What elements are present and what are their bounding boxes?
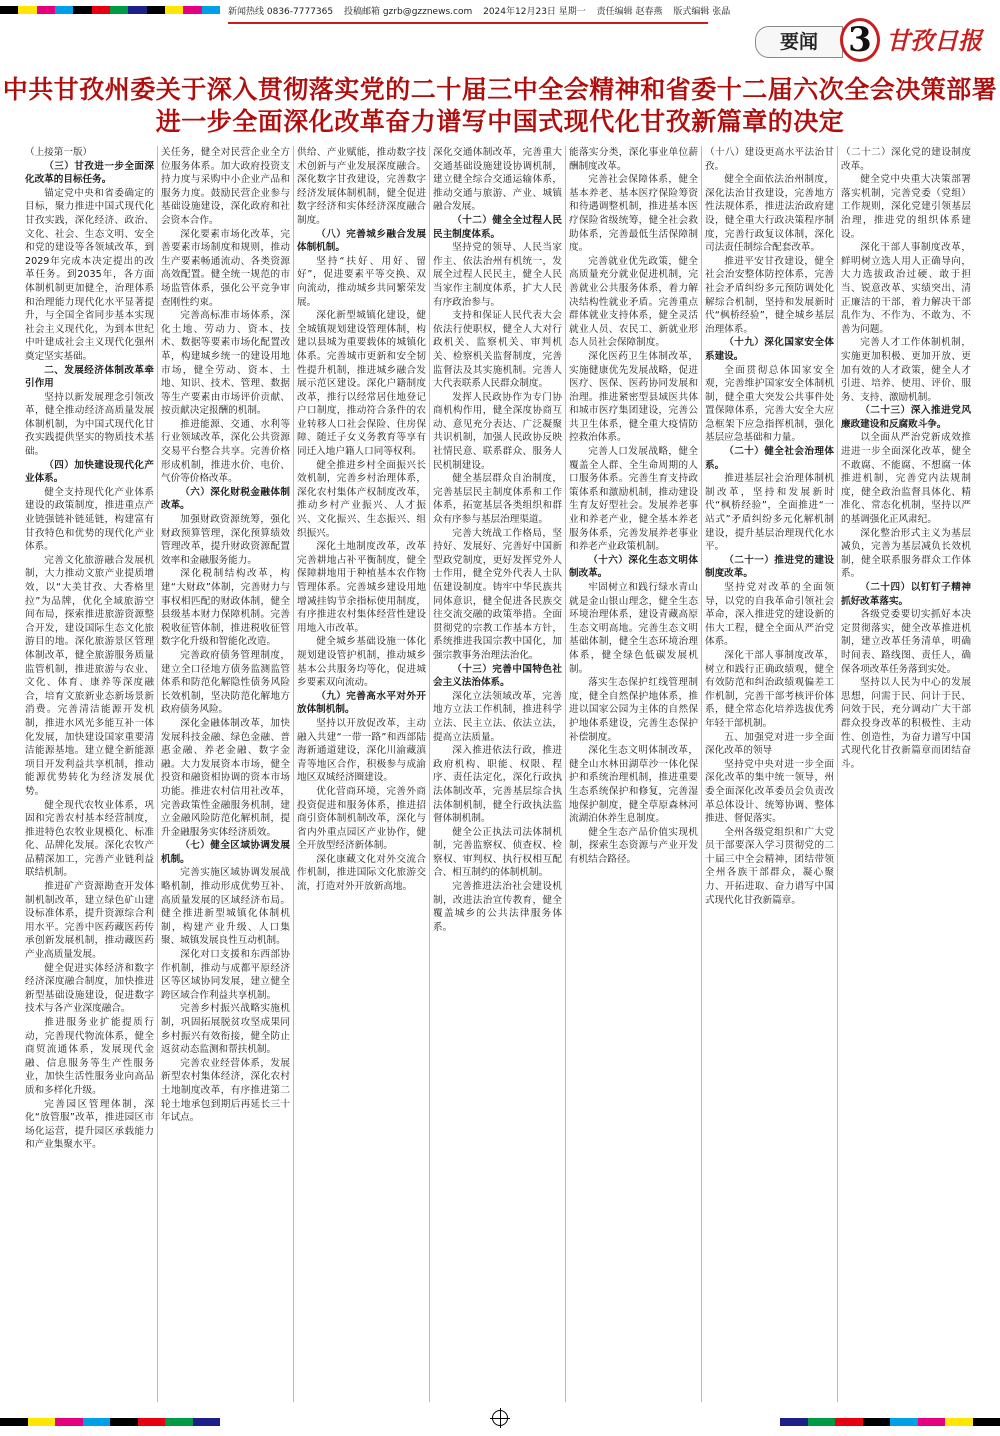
body-paragraph: 坚持党中央对进一步全面深化改革的集中统一领导，州委全面深化改革委员会负责改革总体设计、统筹协调、整体推进、督促落实。 [705, 758, 834, 825]
body-paragraph: 优化营商环境，完善外商投资促进和服务体系，推进招商引资体制机制改革，深化与省内外重点园区产业协作，健全开放型经济新体制。 [297, 785, 426, 852]
footer-color-bar-right [780, 1418, 1000, 1426]
text-column-3 [294, 146, 430, 1402]
designer-text: 版式编辑 张晶 [673, 7, 731, 17]
body-paragraph: 健全城乡基础设施一体化规划建设管护机制，推动城乡基本公共服务均等化，促进城乡要素双向流动。 [297, 636, 426, 689]
body-paragraph: 推进服务业扩能提质行动，完善现代物流体系，健全商贸流通体系，发展现代金融、信息服务等生产性服务业，加快生活性服务业向高品质和多样化升级。 [25, 1017, 154, 1096]
text-column-6 [702, 146, 838, 1402]
section-subheading: （十三）完善中国特色社会主义法治体系。 [433, 663, 562, 689]
body-paragraph: 健全生态产品价值实现机制，探索生态资源与产业开发有机结合路径。 [569, 826, 698, 865]
section-subheading: （六）深化财税金融体制改革。 [161, 486, 290, 512]
body-paragraph: 健全促进实体经济和数字经济深度融合制度，加快推进新型基础设施建设，促进数字技术与各产业深度融合。 [25, 962, 154, 1015]
section-subheading: （三）甘孜进一步全面深化改革的目标任务。 [25, 160, 154, 186]
body-paragraph: 坚持党的领导、人民当家作主、依法治州有机统一，发展全过程人民民主，健全人民当家作主制度体系，扩大人民有序政治参与。 [433, 242, 562, 308]
body-paragraph: 深化对口支援和东西部协作机制，推动与成都平原经济区等区域协同发展，建立健全跨区域合作利益共享机制。 [161, 949, 290, 1001]
email-text: 投稿邮箱 gzrb@gzznews.com [343, 7, 473, 17]
body-paragraph: 发挥人民政协作为专门协商机构作用，健全深度协商互动、意见充分表达、广泛凝聚共识机制，加强人民政协反映社情民意、联系群众、服务人民机制建设。 [433, 391, 562, 471]
body-paragraph: 完善人才工作体制机制，实施更加积极、更加开放、更加有效的人才政策，健全人才引进、培养、使用、评价、服务、支持、激励机制。 [841, 337, 971, 403]
footer-color-bar-left [0, 1418, 220, 1426]
body-paragraph: 完善实施区域协调发展战略机制，推动形成优势互补、高质量发展的区域经济布局。健全推进新型城镇化体制机制，构建产业升级、人口集聚、城镇发展良性互动机制。 [161, 867, 290, 947]
body-paragraph: 完善政府债务管理制度，建立全口径地方债务监测监管体系和防范化解隐性债务风险长效机制，坚决防范化解地方政府债务风险。 [161, 649, 290, 716]
section-subheading: 二、发展经济体制改革牵引作用 [25, 364, 154, 390]
date-text: 2024年12月23日 星期一 [483, 7, 586, 17]
section-subheading: （四）加快建设现代化产业体系。 [25, 459, 154, 485]
body-paragraph: 完善乡村振兴战略实施机制，巩固拓展脱贫攻坚成果同乡村振兴有效衔接，健全防止返贫动态监测和帮扶机制。 [161, 1003, 290, 1056]
header-info-line [228, 4, 738, 17]
body-paragraph: 以全面从严治党新成效推进进一步全面深化改革，健全不敢腐、不能腐、不想腐一体推进机制，完善党内法规制度，健全政治监督具体化、精准化、常态化机制，坚持以严的基调强化正风肃纪。 [841, 432, 971, 526]
body-paragraph: 支持和保证人民代表大会依法行使职权，健全人大对行政机关、监察机关、审判机关、检察机关监督制度，完善监督法及其实施机制。完善人大代表联系人民群众制度。 [433, 310, 562, 390]
article-headline [0, 74, 1000, 138]
body-paragraph: 完善人口发展战略，健全覆盖全人群、全生命周期的人口服务体系。完善生育支持政策体系和激励机制，推动建设生育友好型社会。发展养老事业和养老产业，健全基本养老服务体系，完善发展养老事业和养老产业政策机制。 [569, 446, 698, 553]
body-paragraph: 完善高标准市场体系，深化土地、劳动力、资本、技术、数据等要素市场化配置改革，构建城乡统一的建设用地市场，健全劳动、资本、土地、知识、技术、管理、数据等生产要素由市场评价贡献、按贡献决定报酬的机制。 [161, 310, 290, 417]
body-paragraph: 五、加强党对进一步全面深化改革的领导 [705, 731, 834, 757]
body-paragraph: 坚持党对改革的全面领导，以党的自我革命引领社会革命，深入推进党的建设新的伟大工程，健全全面从严治党体系。 [705, 582, 834, 648]
body-paragraph: 深化金融体制改革，加快发展科技金融、绿色金融、普惠金融、养老金融、数字金融。大力发展资本市场，健全投资和融资相协调的资本市场功能。推进农村信用社改革，完善政策性金融服务机制，建立金融风险防范化解机制，提升金融服务实体经济质效。 [161, 717, 290, 838]
body-paragraph: 推进基层社会治理体制机制改革，坚持和发展新时代“枫桥经验”，全面推进“一站式”矛盾纠纷多元化解机制建设，提升基层治理现代化水平。 [705, 473, 834, 553]
body-paragraph: 健全基层群众自治制度，完善基层民主制度体系和工作体系，拓宽基层各类组织和群众有序参与基层治理渠道。 [433, 473, 562, 526]
section-subheading: （七）健全区域协调发展机制。 [161, 840, 290, 865]
section-subheading: （八）完善城乡融合发展体制机制。 [297, 228, 426, 254]
body-paragraph: 深入推进依法行政，推进政府机构、职能、权限、程序、责任法定化，深化行政执法体制改革，完善基层综合执法体制机制，健全行政执法监督体制机制。 [433, 745, 562, 825]
body-paragraph: 完善文化旅游融合发展机制，大力推动文旅产业提质增效，以“大美甘孜、大香格里拉”为品牌，优化全域旅游空间布局，探索推进旅游资源整合开发，建设国际生态文化旅游目的地。深化旅游景区管理体制改革，健全旅游服务质量监管机制，推进旅游与农业、文化、体育、康养等深度融合，培育文旅新业态新场景新消费。完善清洁能源开发机制，推进水风光多能互补一体化发展，加快建设国家重要清洁能源基地。建立健全新能源项目开发利益共享机制，推动能源优势转化为经济发展优势。 [25, 554, 154, 797]
body-paragraph: 深化税制结构改革，构建“大财政”体制，完善财力与事权相匹配的财政体制，健全县级基本财力保障机制。完善税收征管体制，推进税收征管数字化升级和智能化改造。 [161, 568, 290, 648]
body-paragraph: 完善就业优先政策，健全高质量充分就业促进机制，完善就业公共服务体系，着力解决结构性就业矛盾。完善重点群体就业支持体系，健全灵活就业人员、农民工、新就业形态人员社会保障制度。 [569, 255, 698, 349]
body-paragraph: 坚持以人民为中心的发展思想，问需于民、问计于民、问效于民，充分调动广大干部群众投身改革的积极性、主动性、创造性，为奋力谱写中国式现代化甘孜新篇章而团结奋斗。 [841, 677, 971, 770]
text-column-4 [430, 146, 566, 1402]
header-rule [228, 22, 708, 24]
body-paragraph: 供给、产业赋能，推动数字技术创新与产业发展深度融合。深化数字甘孜建设，完善数字经济发展体制机制，健全促进数字经济和实体经济深度融合制度。 [297, 147, 426, 226]
body-paragraph: 深化土地制度改革，改革完善耕地占补平衡制度，健全保障耕地用于种植基本农作物管理体系。完善城乡建设用地增减挂钩节余指标使用制度，有序推进农村集体经营性建设用地入市改革。 [297, 541, 426, 634]
body-paragraph: 坚持以新发展理念引领改革，健全推动经济高质量发展体制机制，为中国式现代化甘孜实践提供坚实的物质技术基础。 [25, 391, 154, 458]
body-paragraph: 各级党委要切实抓好本决定贯彻落实，健全改革推进机制，建立改革任务清单，明确时间表、路线图、责任人，确保各项改革任务落到实处。 [841, 609, 971, 675]
body-paragraph: 推进矿产资源勘查开发体制机制改革，建立绿色矿山建设标准体系，提升资源综合利用水平。完善中医药藏医药传承创新发展机制，推动藏医药产业高质量发展。 [25, 881, 154, 961]
registration-color-bar [0, 6, 220, 14]
body-paragraph: 能落实分类，深化事业单位薪酬制度改革。 [569, 147, 698, 172]
body-paragraph: 健全公正执法司法体制机制，完善监察权、侦查权、检察权、审判权、执行权相互配合、相互制约的体制机制。 [433, 826, 562, 879]
section-subheading: （二十）健全社会治理体系。 [705, 446, 834, 471]
body-paragraph: 深化新型城镇化建设，健全城镇规划建设管理体制，构建以县城为重要载体的城镇化体系。完善城市更新和安全韧性提升机制，推进城乡融合发展示范区建设。深化户籍制度改革，推行以经常居住地登记户口制度，推动符合条件的农业转移人口社会保险、住房保障、随迁子女义务教育等享有同迁入地户籍人口同等权利。 [297, 310, 426, 458]
section-subheading: （九）完善高水平对外开放体制机制。 [297, 690, 426, 716]
hotline-text: 新闻热线 0836-7777365 [228, 7, 334, 17]
body-paragraph: （二十二）深化党的建设制度改革。 [841, 147, 971, 172]
masthead-logo: 甘孜日报 [886, 26, 982, 55]
body-paragraph: 深化干部人事制度改革，树立和践行正确政绩观，健全有效防范和纠治政绩观偏差工作机制，完善干部考核评价体系，健全常态化培养选拔优秀年轻干部机制。 [705, 649, 834, 729]
body-paragraph: （上接第一版） [25, 147, 93, 158]
body-paragraph: 健全党中央重大决策部署落实机制，完善党委（党组）工作规则，深化党建引领基层治理，推进党的组织体系建设。 [841, 174, 971, 240]
section-subheading: （十九）深化国家安全体系建设。 [705, 337, 834, 362]
text-column-2 [158, 146, 294, 1402]
body-paragraph: 完善推进法治社会建设机制，改进法治宣传教育，健全覆盖城乡的公共法律服务体系。 [433, 881, 562, 933]
body-paragraph: 健全推进乡村全面振兴长效机制，完善乡村治理体系，深化农村集体产权制度改革，推动乡村产业振兴、人才振兴、文化振兴、生态振兴、组织振兴。 [297, 459, 426, 539]
body-paragraph: 深化交通体制改革，完善重大交通基础设施建设协调机制，建立健全综合交通运输体系，推动交通与旅游、产业、城镇融合发展。 [433, 147, 562, 213]
section-subheading: （二十一）推进党的建设制度改革。 [705, 554, 834, 580]
page-header [0, 0, 1000, 64]
body-paragraph: 推进平安甘孜建设，健全社会治安整体防控体系，完善社会矛盾纠纷多元预防调处化解综合机制，坚持和发展新时代“枫桥经验”，健全城乡基层治理体系。 [705, 255, 834, 335]
body-paragraph: 健全全面依法治州制度，深化法治甘孜建设，完善地方性法规体系，推进法治政府建设，健全重大行政决策程序制度，完善行政复议体制，深化司法责任制综合配套改革。 [705, 174, 834, 254]
article-body [22, 146, 980, 1402]
body-paragraph: 深化生态文明体制改革，健全山水林田湖草沙一体化保护和系统治理机制，推进重要生态系统保护和修复，完善湿地保护制度，健全草原森林河流湖泊休养生息制度。 [569, 745, 698, 825]
body-paragraph: 完善农业经营体系，发展新型农村集体经济，深化农村土地制度改革，有序推进第二轮土地承包到期后再延长三十年试点。 [161, 1057, 290, 1124]
body-paragraph: 深化要素市场化改革，完善要素市场制度和规则，推动生产要素畅通流动、各类资源高效配置。健全统一规范的市场监管体系，强化公平竞争审查刚性约束。 [161, 228, 290, 308]
body-paragraph: 深化干部人事制度改革，鲜明树立选人用人正确导向，大力选拔政治过硬、敢于担当、锐意改革、实绩突出、清正廉洁的干部，着力解决干部乱作为、不作为、不敢为、不善为问题。 [841, 242, 971, 335]
text-column-5 [566, 146, 702, 1402]
section-subheading: （二十四）以钉钉子精神抓好改革落实。 [841, 582, 971, 607]
body-paragraph: 坚持“扶好、用好、留好”，促进要素平等交换、双向流动，推动城乡共同繁荣发展。 [297, 255, 426, 308]
body-paragraph: 完善园区管理体制，深化“放管服”改革，推进园区市场化运营，提升园区承载能力和产业集聚水平。 [25, 1098, 154, 1151]
body-paragraph: 全州各级党组织和广大党员干部要深入学习贯彻党的二十届三中全会精神，团结带领全州各族干部群众，凝心聚力、开拓进取、奋力谱写中国式现代化甘孜新篇章。 [705, 826, 834, 906]
body-paragraph: 坚持以开放促改革，主动融入共建“一带一路”和西部陆海新通道建设，深化川渝藏滇青等地区合作，积极参与成渝地区双城经济圈建设。 [297, 717, 426, 784]
headline-line-2: 进一步全面深化改革奋力谱写中国式现代化甘孜新篇章的决定 [155, 107, 845, 136]
body-paragraph: 完善大统战工作格局，坚持好、发展好、完善好中国新型政党制度，更好发挥党外人士作用，健全党外代表人士队伍建设制度。铸牢中华民族共同体意识，健全促进各民族交往交流交融的政策举措。全面贯彻党的宗教工作基本方针，系统推进我国宗教中国化，加强宗教事务治理法治化。 [433, 527, 562, 661]
editor-text: 责任编辑 赵春燕 [596, 7, 663, 17]
body-paragraph: 深化康藏文化对外交流合作机制，推进国际文化旅游交流，打造对外开放新高地。 [297, 853, 426, 893]
body-paragraph: 深化医药卫生体制改革，实施健康优先发展战略，促进医疗、医保、医药协同发展和治理。推进紧密型县域医共体和城市医疗集团建设，完善公共卫生体系，健全重大疫情防控救治体系。 [569, 350, 698, 444]
headline-line-1: 中共甘孜州委关于深入贯彻落实党的二十届三中全会精神和省委十二届六次全会决策部署 [2, 75, 998, 104]
body-paragraph: 深化立法领域改革，完善地方立法工作机制，推进科学立法、民主立法、依法立法，提高立法质量。 [433, 690, 562, 743]
body-paragraph: 锚定党中央和省委确定的目标，聚力推进中国式现代化甘孜实践，深化经济、政治、文化、社会、生态文明、安全和党的建设等各领域改革，到2029年完成本决定提出的改革任务。到2035年，各方面体制机制更加健全，治理体系和治理能力现代化水平显著提升，与全国全省同步基本实现社会主义现代化，为到本世纪中叶建成社会主义现代化强州奠定坚实基础。 [25, 187, 154, 362]
section-subheading: （二十三）深入推进党风廉政建设和反腐败斗争。 [841, 405, 971, 430]
body-paragraph: 加强财政资源统筹，强化财政预算管理，深化预算绩效管理改革，提升财政资源配置效率和金融服务能力。 [161, 514, 290, 566]
text-column-1 [22, 146, 158, 1402]
text-column-7 [838, 146, 974, 1402]
section-label: 要闻 [755, 26, 843, 58]
section-subheading: （十六）深化生态文明体制改革。 [569, 554, 698, 580]
body-paragraph: 全面贯彻总体国家安全观，完善维护国家安全体制机制，健全重大突发公共事件处置保障体系，完善大安全大应急框架下应急指挥机制，强化基层应急基础和力量。 [705, 364, 834, 444]
body-paragraph: 落实生态保护红线管理制度，健全自然保护地体系，推进以国家公园为主体的自然保护地体系建设，完善生态保护补偿制度。 [569, 677, 698, 743]
body-paragraph: 完善社会保障体系，健全基本养老、基本医疗保险筹资和待遇调整机制，推进基本医疗保险省级统筹，健全社会救助体系，完善最低生活保障制度。 [569, 174, 698, 254]
body-paragraph: 牢固树立和践行绿水青山就是金山银山理念，健全生态环境治理体系，建设青藏高原生态文明高地。完善生态文明基础体制，健全生态环境治理体系，健全绿色低碳发展机制。 [569, 582, 698, 675]
body-paragraph: （十八）建设更高水平法治甘孜。 [705, 147, 834, 172]
body-paragraph: 深化整治形式主义为基层减负，完善为基层减负长效机制，健全联系服务群众工作体系。 [841, 527, 971, 580]
section-subheading: （十二）健全全过程人民民主制度体系。 [433, 214, 562, 240]
body-paragraph: 健全支持现代化产业体系建设的政策制度，推进重点产业链强链补链延链，构建富有甘孜特色和优势的现代化产业体系。 [25, 486, 154, 553]
body-paragraph: 健全现代农牧业体系，巩固和完善农村基本经营制度，推进特色农牧业规模化、标准化、品牌化发展。深化农牧产品精深加工，完善产业链利益联结机制。 [25, 799, 154, 879]
registration-mark-icon [492, 1410, 508, 1426]
page-number: 3 [840, 18, 880, 62]
body-paragraph: 关任务，健全对民营企业全方位服务体系。加大政府投资支持力度与采购中小企业产品和服务力度。鼓励民营企业参与基础设施建设，深化政府和社会资本合作。 [161, 147, 290, 226]
body-paragraph: 推进能源、交通、水利等行业领域改革，深化公共资源交易平台整合共享。完善价格形成机制，推进水价、电价、气价等价格改革。 [161, 418, 290, 485]
